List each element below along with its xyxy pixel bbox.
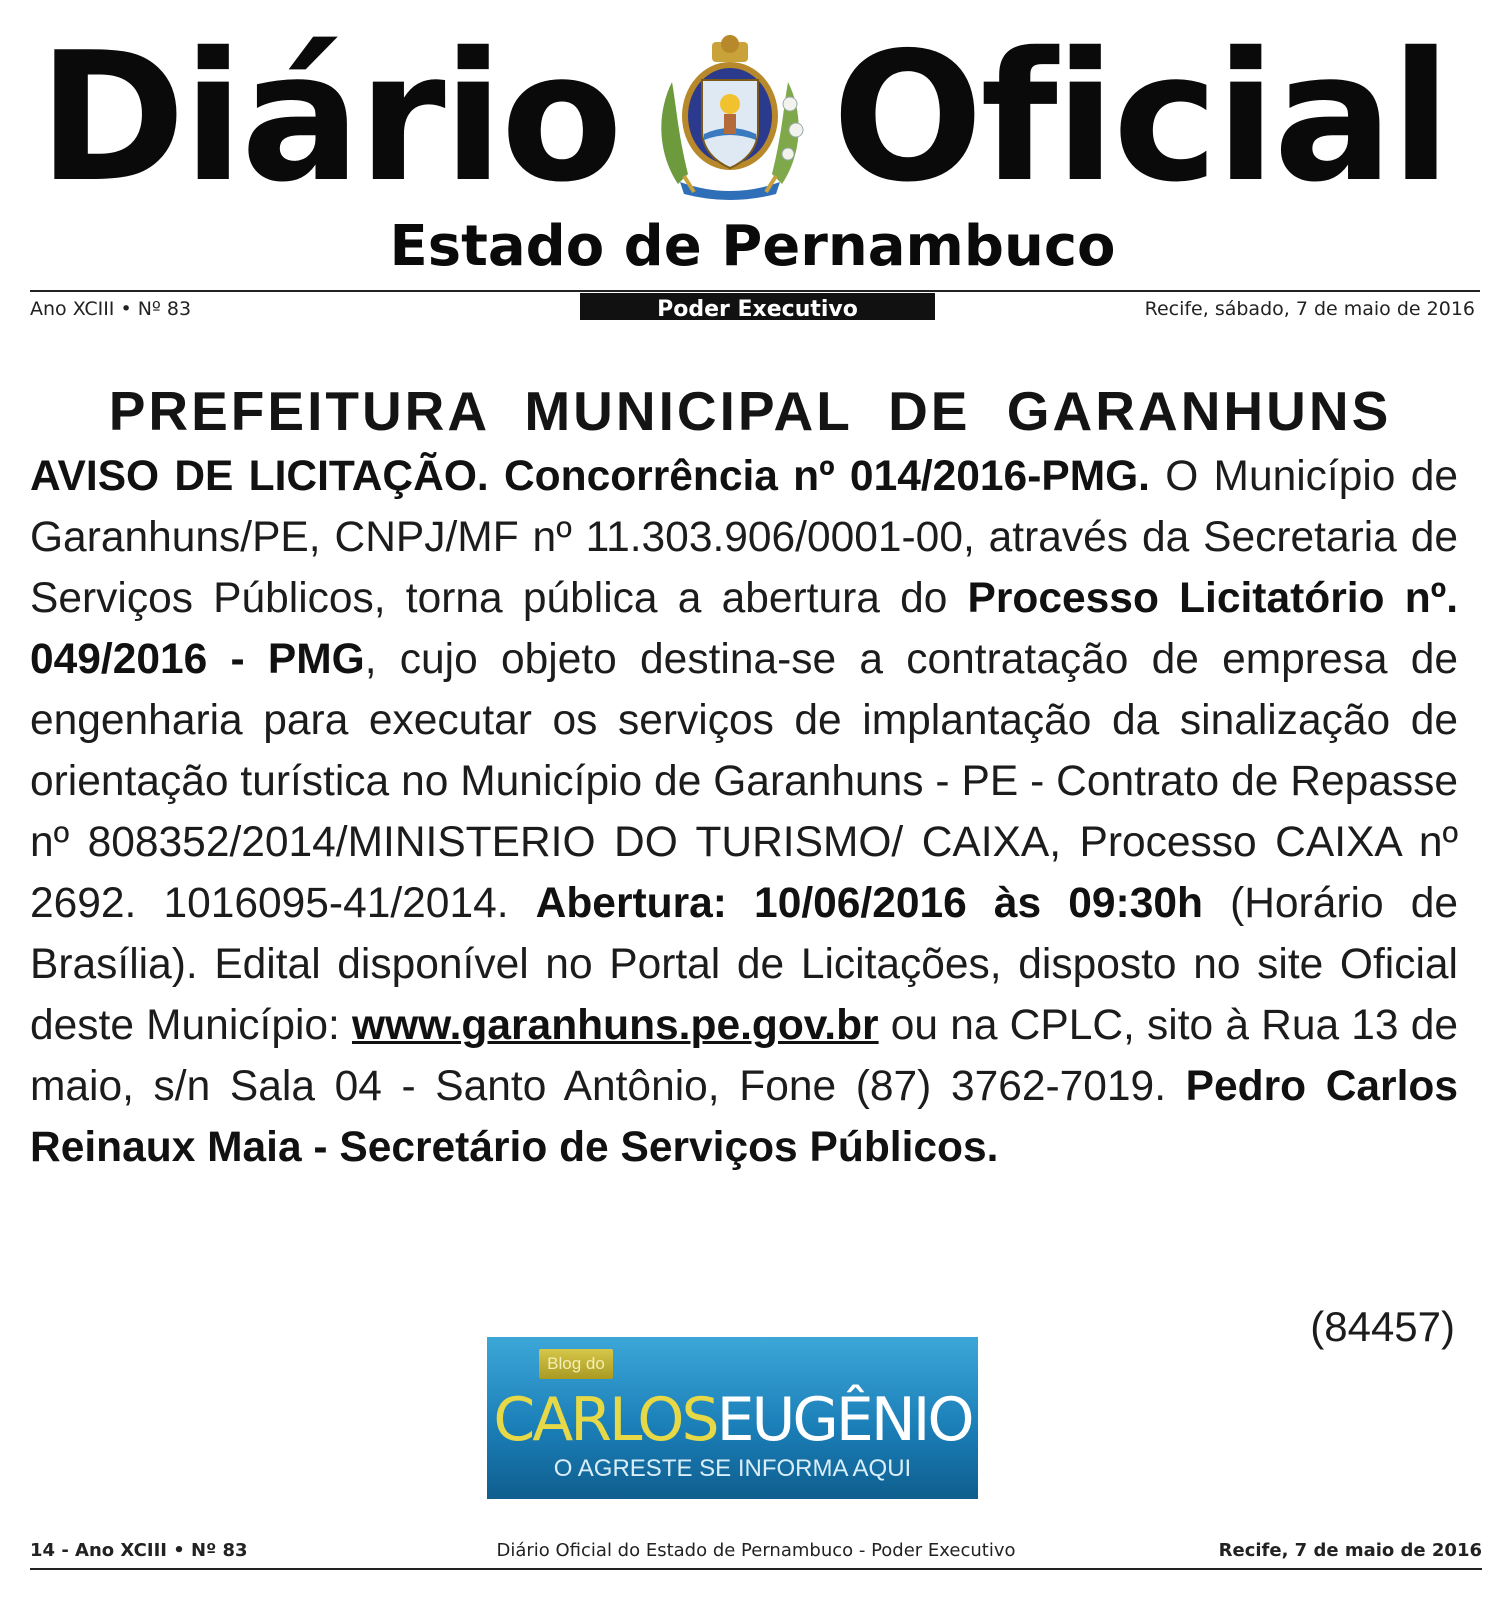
notice-title: PREFEITURA MUNICIPAL DE GARANHUNS (108, 380, 1392, 442)
blog-name-last: EUGÊNIO (716, 1385, 972, 1455)
notice-heading: AVISO DE LICITAÇÃO. Concorrência nº 014/2016-PMG. (30, 453, 1150, 500)
notice-text-4: ou na CPLC, sito à Rua 13 de maio, s/n Sala 04 - Santo Antônio, Fone (87) 3762-7019. (30, 1002, 1458, 1110)
masthead-subtitle: Estado de Pernambuco (389, 214, 1116, 279)
blog-banner[interactable] (487, 1337, 978, 1499)
blog-slogan: O AGRESTE SE INFORMA AQUI (553, 1455, 912, 1482)
notice-text-1: O Município de Garanhuns/PE, CNPJ/MF nº 11.303.906/0001-00, através da Secretaria de Serviços Públicos, torna pública a abertura do (30, 453, 1458, 622)
pernambuco-coat-of-arms-icon (650, 34, 810, 204)
masthead-title-diario: Diário (38, 14, 620, 221)
masthead-title-oficial: Oficial (832, 14, 1449, 221)
blog-name-first: CARLOS (493, 1385, 717, 1455)
blog-tag: Blog do (539, 1349, 613, 1379)
blog-name (487, 1387, 978, 1453)
notice-website-link[interactable]: www.garanhuns.pe.gov.br (352, 1002, 879, 1049)
footer-page-info: 14 - Ano XCIII • Nº 83 (30, 1540, 248, 1561)
section-label-box (580, 293, 935, 320)
edition-date: Recife, sábado, 7 de maio de 2016 (1144, 298, 1475, 320)
notice-opening-date: Abertura: 10/06/2016 às 09:30h (535, 880, 1203, 927)
notice-signature: Pedro Carlos Reinaux Maia - Secretário de Serviços Públicos. (30, 1063, 1458, 1171)
masthead-divider (30, 290, 1480, 292)
notice-text-3: (Horário de Brasília). Edital disponível no Portal de Licitações, disposto no site Oficial deste Município: (30, 880, 1458, 1049)
notice-text-2: , cujo objeto destina-se a contratação de empresa de engenharia para executar os serviços de implantação da sinalização de orientação turística no Município de Garanhuns - PE - Contrato de Repasse nº 808352/2014/MINISTERIO DO TURISMO/ CAIXA, Processo CAIXA nº 2692. 1016095-41/2014. (30, 636, 1458, 927)
notice-code: (84457) (1310, 1303, 1455, 1350)
footer-divider (30, 1568, 1482, 1570)
footer-publication: Diário Oficial do Estado de Pernambuco - Poder Executivo (496, 1540, 1016, 1561)
notice-process-number: Processo Licitatório nº. 049/2016 - PMG (30, 575, 1459, 683)
section-label: Poder Executivo (657, 297, 858, 320)
page-footer (30, 1538, 1482, 1564)
edition-number: Ano XCIII • Nº 83 (30, 298, 192, 320)
edition-band (0, 293, 1505, 320)
notice-body (30, 446, 1458, 1178)
footer-date: Recife, 7 de maio de 2016 (1218, 1540, 1482, 1561)
